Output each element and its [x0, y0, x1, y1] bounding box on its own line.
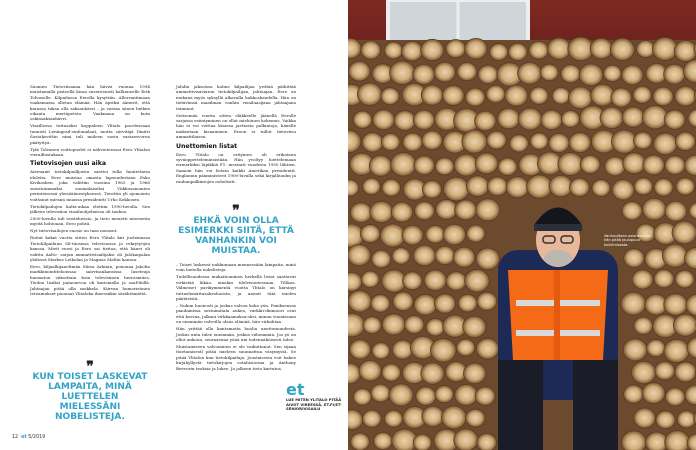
log-end	[363, 317, 381, 334]
log-end	[497, 108, 519, 129]
log-end	[403, 133, 423, 151]
paragraph: Eero, biljaalkijaneltmän Mirra Arkinin, pononaa Jaholin markkinointitehoissaa sairvisankaraissa Iaseteaja hurmatuu viikoittain koin televisiinen herrasmiies. Tiedon lisäksi painoarvoa oli karismalla ja osaPihillä. Jahtaajan pitää olla mokkela. Kiirvan humoristinen toteamukset puouaat Ylitaloka ilmessäkin särähtämättä.	[30, 263, 150, 296]
log-end	[611, 130, 637, 154]
log-end	[384, 42, 403, 59]
log-end	[392, 248, 410, 265]
log-end	[623, 339, 647, 361]
log-end	[361, 41, 381, 59]
log-end	[362, 410, 381, 427]
log-end	[413, 110, 434, 130]
log-end	[476, 248, 500, 270]
log-end	[610, 38, 634, 60]
log-end	[509, 135, 528, 152]
article-column-2-continued	[176, 262, 296, 373]
log-end	[634, 317, 653, 334]
log-end	[466, 176, 489, 197]
log-end	[362, 178, 380, 195]
log-end	[446, 39, 466, 57]
log-end	[529, 41, 549, 59]
log-end	[413, 64, 435, 84]
log-end	[353, 111, 372, 128]
log-end	[673, 314, 696, 336]
log-end	[672, 221, 696, 244]
log-end	[570, 178, 590, 196]
log-end	[530, 133, 548, 150]
log-end	[675, 132, 695, 151]
log-end	[442, 85, 464, 105]
log-end	[634, 178, 653, 195]
log-end	[518, 108, 542, 130]
log-end	[642, 383, 665, 404]
log-end	[466, 409, 486, 427]
log-end	[592, 179, 610, 196]
log-end	[414, 202, 434, 220]
log-end	[486, 85, 505, 103]
paragraph: Tietokilpailujen kulta-aikaa elettiin 1990-luvulla. Sen jälkeen televisiion visailuohjelmissa oli taukoa.	[30, 203, 150, 214]
log-end	[655, 361, 675, 379]
log-end	[381, 133, 400, 150]
log-end	[665, 388, 685, 406]
log-end	[568, 87, 592, 109]
log-end	[634, 408, 656, 428]
log-end	[475, 387, 495, 406]
log-end	[360, 224, 380, 242]
log-end	[600, 107, 623, 129]
quote-mark-icon: ❞	[86, 359, 94, 375]
paragraph: – Nukun huonosti ja joskus valvon koko yön. Paniksenssa pandamissa suvinimitala aukea, varkkii-dinmoori ovat että korvaa, jalkani virkkaamaksa-oksi, minun vuonissaan on enemmän valveilla olaus elämää, hän virkahtaa.	[176, 303, 296, 325]
log-end	[443, 177, 469, 201]
pull-quote-2	[30, 359, 150, 422]
paragraph: Seitsemän vuotta sitten eläkkeelle jäänellä Eerolle sarjassa esiintyminen on ollut mieluinen kokemus. Vaikka hän ei voi voittaa kisassa jaettavia palkintoja, hänelle maksetaan kisaaminen. Eroon ei tullut tietoviisu ammattilaisen.	[176, 112, 296, 140]
log-end	[611, 88, 632, 107]
quote-mark-icon: ❞	[232, 203, 240, 219]
log-end	[457, 62, 477, 80]
log-end	[465, 88, 485, 106]
log-end	[676, 178, 695, 195]
log-end	[605, 157, 626, 176]
paragraph: Muistamiseen valvominen ei ole vaikuttanut. Sen sijaan tiuetamisestl pitää mieleen suunnattua väsymystä. Se pitää Ylitalon kun tietokilpailuja. Joustaisesta voit hakee kirjahyllystä tietokirjojen sotahistoriaa ja Anthony Beevorin teoksia ja lukee. Ja jalkeen tieto kartutus.	[176, 344, 296, 371]
log-end	[632, 270, 653, 289]
log-end	[462, 130, 487, 153]
log-end	[393, 292, 414, 311]
log-end	[465, 269, 490, 292]
log-end	[422, 406, 444, 426]
issue-number: 5/2019	[28, 435, 46, 440]
log-end	[623, 153, 646, 174]
log-end	[664, 294, 688, 316]
log-end	[430, 338, 456, 362]
log-end	[642, 198, 666, 220]
log-end	[561, 110, 579, 127]
log-end	[382, 179, 401, 196]
log-end	[381, 88, 400, 105]
log-end	[455, 200, 477, 220]
log-end	[416, 387, 436, 406]
log-end	[357, 83, 382, 106]
log-end	[569, 132, 591, 152]
log-end	[653, 87, 673, 106]
log-end	[422, 180, 441, 198]
log-end	[498, 158, 517, 176]
log-end	[413, 245, 436, 266]
log-end	[414, 156, 435, 175]
log-end	[350, 203, 372, 223]
log-end	[603, 65, 621, 82]
paragraph: – Toiset laskevat nukkumaan mennessään lampaita, minä voin luetella nobelisteja.	[176, 262, 296, 273]
log-end	[414, 294, 437, 315]
log-end	[392, 340, 413, 359]
log-end	[631, 361, 656, 384]
log-end	[547, 38, 570, 60]
log-end	[664, 110, 685, 129]
log-end	[674, 41, 696, 62]
log-end	[456, 339, 475, 356]
log-end	[664, 64, 686, 84]
log-end	[465, 38, 487, 59]
log-end	[353, 388, 371, 405]
log-end	[662, 244, 687, 267]
sidebar-note[interactable]: LUE MITEN YLITALO PITÄÄ AIVOT VIREESSÄ, ET.FI/ET-SENIORIVISAILU	[286, 397, 342, 411]
page-number: 12	[12, 435, 19, 440]
article-column-2	[176, 84, 296, 186]
log-end	[665, 156, 685, 175]
log-end	[621, 292, 646, 315]
log-end	[529, 87, 548, 104]
log-end	[435, 386, 454, 403]
log-end	[371, 250, 390, 268]
et-logo: et	[286, 380, 305, 399]
log-end	[466, 225, 485, 242]
log-end	[446, 272, 466, 291]
log-end	[549, 133, 570, 152]
log-end	[421, 39, 444, 60]
log-end	[677, 411, 696, 428]
log-end	[403, 272, 423, 290]
paragraph: Hän yrittää olla kantamatta huolia unettomuudesta. Joskus unta tulee enemmän, joskus vähemmän. Jos yö on ollut unkoon, seuraavana yönä uni todennäköisesti tulee.	[176, 326, 296, 343]
log-end	[424, 270, 446, 291]
log-end	[426, 225, 445, 243]
page-folio	[12, 435, 45, 440]
paragraph: Tyik Tolvanen voittopuolet ei nähvoiteessai Eero Ylitalon vieraillustakaan.	[30, 146, 150, 158]
log-end	[373, 432, 392, 449]
log-end	[540, 64, 558, 81]
paragraph: Rottat kakat vuotta sitten Eero Ylitalo kiri juolemassa TietoKilpailuun Sil-tiiosissa televisiossa ja rekrytyöjen kanssa. Mieti vuosi ja Eero sai tieitoa, että hänet oli valittu Aalto- sarjan ammattivisailijaksi oli Jalokaipalan yhdessä Markus Leikolan ja Magnus Maltin kanssa.	[30, 235, 150, 262]
photo-caption: Vanhuuttaan asiantuntijat hän pitää joulupuun kukkimisesta.	[604, 234, 651, 247]
paragraph: Visaillossa tuttavaksi koppaleen Ylitalo pacelessaan tunnisti Leningrad-sinfonialaut, mutta särvitäjä Dmitri Šostakovitšin nimi tuli miileen vasta vastaesvoron päätyttyä.	[30, 123, 150, 145]
log-end	[656, 411, 675, 429]
log-end	[401, 41, 422, 61]
log-end	[359, 360, 382, 381]
paragraph: 2000-luvulla tuli toisteluvisio, ja tieto menetti internetin myötä hohtoaan, Eero pohtii.	[30, 215, 150, 227]
log-end	[369, 155, 392, 176]
log-end	[549, 175, 572, 197]
log-end	[622, 65, 644, 85]
log-end	[622, 201, 642, 220]
log-end	[490, 43, 508, 60]
magazine-name: et	[21, 435, 27, 440]
paragraph: Eero Ylitalo on erityinen oli erikoinen syväoppetteleminsistään. Hän yvoltyy luettelemaan eirmerkiksi Iäpikkiä F1- mestarit vuodesta 1950 lähtien. Samoin hän voi listata kaikki Amerikan presidentit, Englannin pääministerit 1900-luvulla sekä kirjalliuudm ja rauhanpalkintojen nobelistit.	[176, 151, 296, 184]
paragraph: Nyt tietovisailujen suosio on taas noussut.	[30, 228, 118, 234]
log-end	[362, 132, 383, 152]
paragraph: Suomen Tietoviisaana hän hävisi vuonna 1994 muistamalla pisteellä kisaa suvereenisti hallinneelle Erik Tolvaselle. Kilpailussa Eerolla kysyttiin. Allerrantimaan vaaksmassa olletua elämää. Hän äpriksi äänestt, että karassa tuksa olla saksanhävri – ja vastaa siinen beiken oikaata mertäpetsto. Vaakmaaa on kutn oskinsaksanhävri.	[30, 84, 150, 122]
log-end	[371, 384, 390, 402]
log-end	[675, 362, 696, 382]
log-end	[422, 131, 443, 150]
log-end	[505, 85, 528, 106]
log-end	[675, 270, 694, 288]
right-page-photo	[348, 0, 696, 450]
log-end	[434, 294, 455, 314]
log-end	[478, 65, 498, 84]
log-end	[371, 294, 390, 312]
log-end	[435, 246, 455, 264]
log-end	[426, 319, 445, 336]
log-end	[624, 249, 645, 268]
log-end	[349, 340, 370, 359]
log-end	[370, 201, 393, 223]
log-end	[476, 199, 500, 221]
log-end	[348, 244, 371, 265]
log-end	[384, 410, 402, 427]
log-end	[675, 86, 696, 106]
log-end	[647, 339, 666, 356]
log-end	[518, 62, 542, 84]
paragraph: Jahdin jaksoissa kolme kilpailijaa yrittää päihittää ammattivisaviaron tietokilpailijan, jahtaajan. Eero on mukana myös syksyllä alkavalla kakkoskaudella. Hän on tietävänsä maailman vanhin visailuasijana jahtaajana toiminut.	[176, 84, 296, 111]
log-end	[664, 339, 689, 362]
article-column-1	[30, 84, 150, 298]
log-end	[590, 38, 612, 59]
log-end	[453, 247, 475, 267]
log-end	[621, 431, 646, 450]
log-end	[643, 155, 665, 175]
log-end	[391, 202, 413, 222]
log-end	[463, 316, 486, 338]
log-end	[361, 271, 379, 288]
log-end	[382, 364, 401, 382]
log-end	[389, 384, 413, 406]
log-end	[441, 406, 466, 429]
log-end	[435, 158, 454, 175]
log-end	[454, 429, 478, 450]
log-end	[508, 43, 527, 60]
log-end	[487, 177, 507, 196]
log-end	[373, 110, 395, 130]
log-end	[642, 105, 668, 129]
log-end	[391, 153, 417, 177]
log-end	[506, 177, 529, 198]
log-end	[413, 434, 432, 450]
log-end	[443, 224, 466, 245]
log-end	[477, 292, 497, 310]
log-end	[394, 111, 416, 131]
paragraph: Ateenanit tietokilpailljoista saattoi tulla fanitettavia idoleita. Eero muistaa omasta lapsuudestaan Esko Kivikosken, joka valittiin vuosina 1963 ja 1966 suosituimmaksi suomalaiseksi Viikkosanomien perinteisessä yleisöäänestyksessä. Tiesittin yli ajomointo voittanut miesnn muassa presidentti Urho Kekkosen.	[30, 169, 150, 202]
log-end	[402, 225, 423, 245]
log-end	[552, 87, 570, 104]
log-end	[475, 111, 497, 131]
log-end	[665, 431, 690, 450]
log-end	[455, 384, 478, 405]
log-end	[434, 62, 456, 82]
log-end	[612, 180, 634, 200]
log-end	[421, 85, 443, 105]
log-end	[458, 294, 477, 312]
log-end	[622, 107, 644, 127]
log-end	[349, 61, 371, 81]
log-end	[558, 152, 583, 175]
section-heading: Unettomien listat	[176, 142, 238, 150]
log-end	[477, 433, 497, 450]
log-end	[454, 154, 478, 176]
pull-quote-text: KUN TOISET LASKEVAT LAMPAITA, MINÄ LUETTELEN MIELESSÄNI NOBELISTEJA.	[32, 372, 148, 422]
pull-quote-text: EHKÄ VOIN OLLA ESIMERKKI SIITÄ, ETTÄ VANHANKIN VOI MUISTAA.	[178, 216, 294, 256]
paragraph: Tudellisuudessa mukaitiominen herkellä listat saattavat virkistää liikaa, ainakin tilelvisuutessaan. Tiltkoa. Välmeiset parikymmentä vuotta Ylitalo on kärsinyt tuttaelemättusakesluoista, ja unenit tätä mielen päätävistä.	[176, 274, 296, 302]
log-end	[389, 61, 415, 85]
log-end	[654, 179, 673, 197]
log-end	[624, 385, 644, 403]
log-end	[421, 363, 445, 385]
pull-quote-1	[176, 203, 296, 256]
woodpile-photo	[348, 0, 696, 450]
log-end	[652, 37, 677, 60]
log-end	[653, 133, 677, 155]
log-end	[487, 131, 507, 149]
section-heading: Tietovisojen uusi aika	[30, 160, 107, 168]
log-end	[476, 338, 499, 359]
log-end	[372, 342, 390, 359]
log-end	[665, 201, 687, 221]
log-end	[348, 290, 371, 312]
log-end	[654, 269, 674, 287]
log-end	[633, 86, 652, 103]
log-end	[382, 314, 405, 335]
log-end	[475, 153, 498, 174]
log-end	[527, 175, 553, 199]
log-end	[579, 64, 603, 86]
log-end	[436, 199, 458, 219]
log-end	[633, 132, 652, 149]
log-end	[580, 155, 600, 173]
log-end	[463, 363, 486, 384]
log-end	[350, 433, 369, 450]
log-end	[404, 315, 424, 333]
log-end	[561, 65, 581, 83]
log-end	[541, 110, 563, 130]
